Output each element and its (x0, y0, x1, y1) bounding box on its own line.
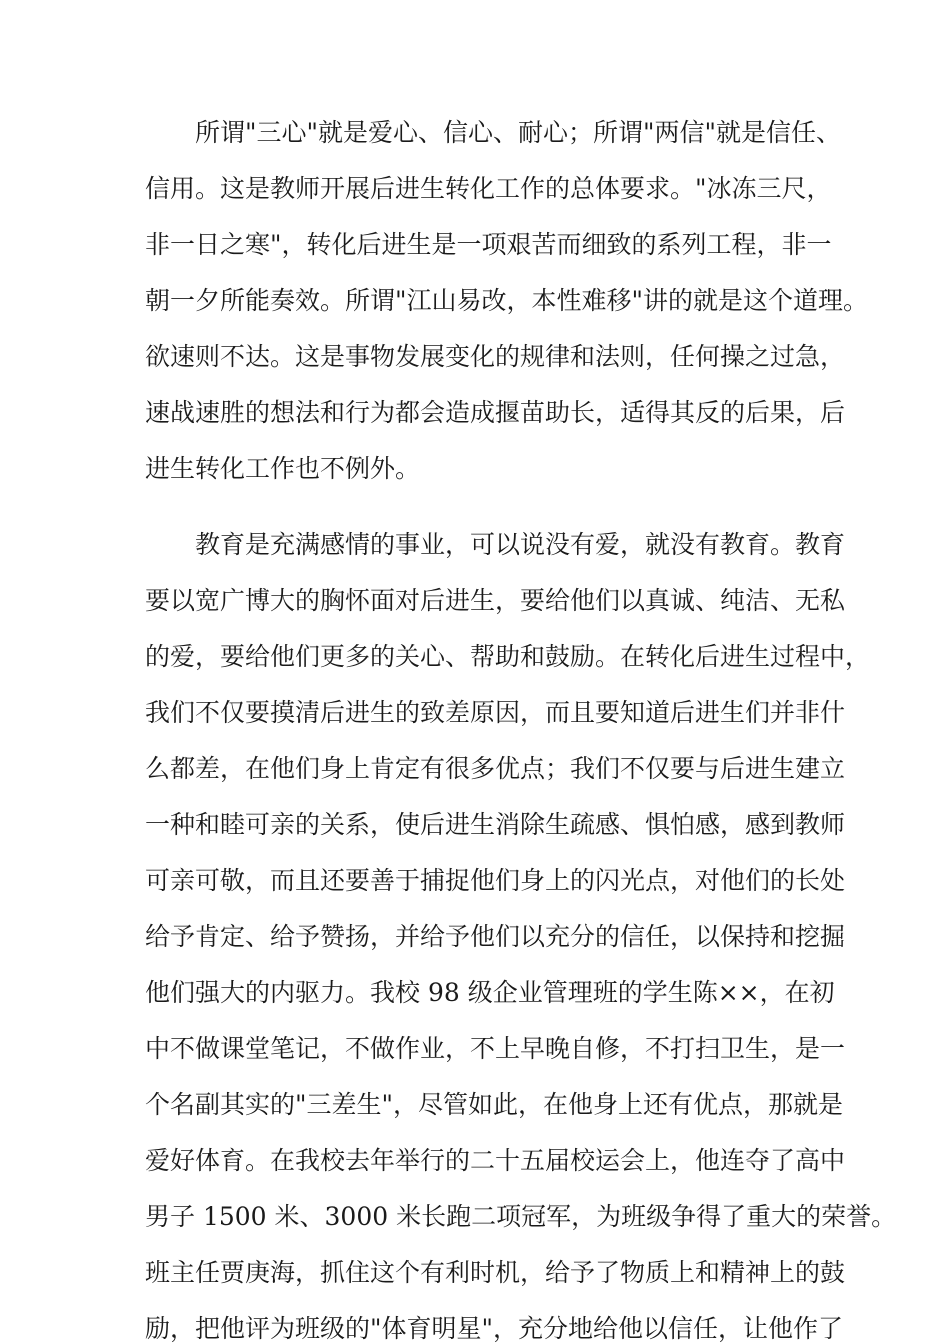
paragraph-line: 么都差，在他们身上肯定有很多优点；我们不仅要与后进生建立 (145, 754, 846, 783)
paragraph-line: 的爱，要给他们更多的关心、帮助和鼓励。在转化后进生过程中， (145, 642, 871, 671)
paragraph-line: 教育是充满感情的事业，可以说没有爱，就没有教育。教育 (195, 530, 846, 559)
paragraph-line: 要以宽广博大的胸怀面对后进生，要给他们以真诚、纯洁、无私 (145, 586, 846, 615)
paragraph-line: 速战速胜的想法和行为都会造成揠苗助长，适得其反的后果，后 (145, 398, 846, 427)
paragraph-line: 可亲可敬，而且还要善于捕捉他们身上的闪光点，对他们的长处 (145, 866, 846, 895)
paragraph-line: 励，把他评为班级的"体育明星"，充分地给他以信任，让他作了 (145, 1314, 844, 1343)
paragraph-line: 他们强大的内驱力。我校 98 级企业管理班的学生陈××，在初 (145, 978, 835, 1007)
paragraph-line: 个名副其实的"三差生"，尽管如此，在他身上还有优点，那就是 (145, 1090, 844, 1119)
paragraph-line: 班主任贾庚海，抓住这个有利时机，给予了物质上和精神上的鼓 (145, 1258, 846, 1287)
paragraph-line: 中不做课堂笔记，不做作业，不上早晚自修，不打扫卫生，是一 (145, 1034, 846, 1063)
paragraph-line: 爱好体育。在我校去年举行的二十五届校运会上，他连夺了高中 (145, 1146, 846, 1175)
paragraph-line: 朝一夕所能奏效。所谓"江山易改，本性难移"讲的就是这个道理。 (145, 286, 869, 315)
paragraph-line: 欲速则不达。这是事物发展变化的规律和法则，任何操之过急， (145, 342, 846, 371)
paragraph-line: 我们不仅要摸清后进生的致差原因，而且要知道后进生们并非什 (145, 698, 846, 727)
paragraph-line: 进生转化工作也不例外。 (145, 454, 421, 483)
paragraph-line: 所谓"三心"就是爱心、信心、耐心；所谓"两信"就是信任、 (195, 118, 841, 147)
paragraph-line: 信用。这是教师开展后进生转化工作的总体要求。"冰冻三尺， (145, 174, 832, 203)
paragraph-line: 非一日之寒"，转化后进生是一项艰苦而细致的系列工程，非一 (145, 230, 832, 259)
paragraph-line: 给予肯定、给予赞扬，并给予他们以充分的信任，以保持和挖掘 (145, 922, 846, 951)
paragraph-line: 男子 1500 米、3000 米长跑二项冠军，为班级争得了重大的荣誉。 (145, 1202, 897, 1231)
paragraph-line: 一种和睦可亲的关系，使后进生消除生疏感、惧怕感，感到教师 (145, 810, 846, 839)
